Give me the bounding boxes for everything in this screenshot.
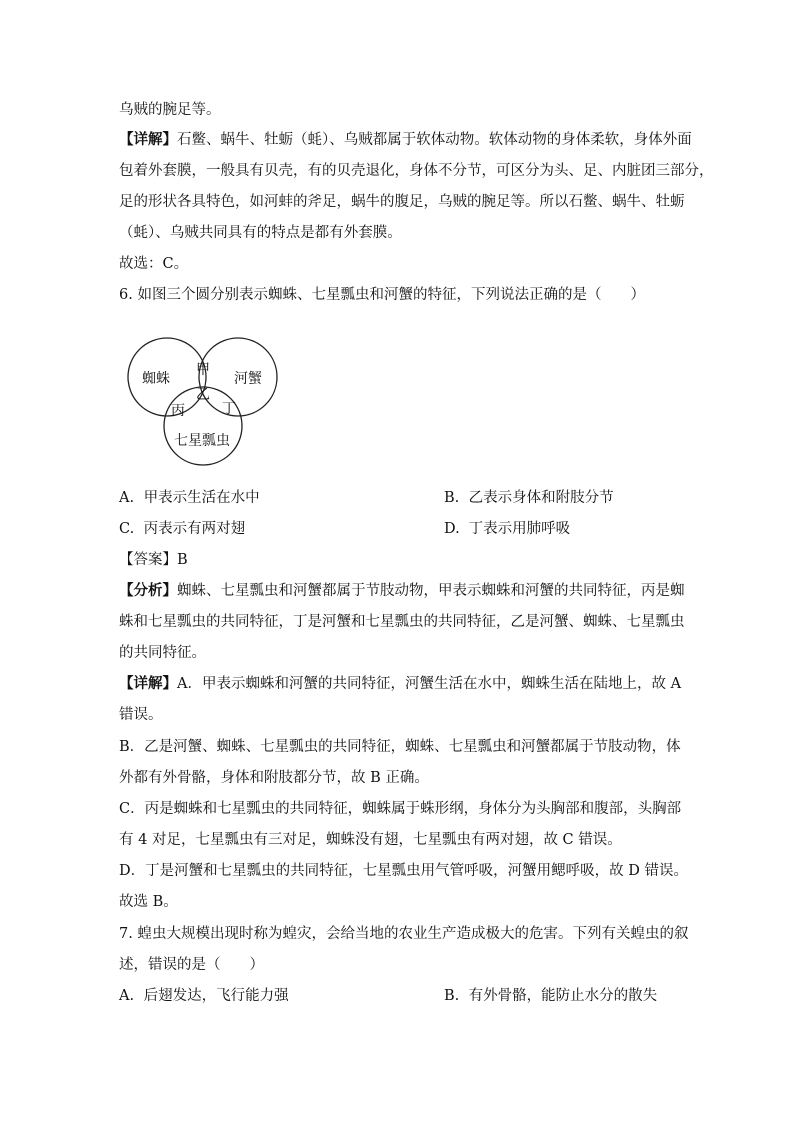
analysis-line bbox=[119, 581, 685, 601]
option-a bbox=[119, 488, 260, 508]
label-yi: 乙 bbox=[196, 387, 210, 403]
answer-line: 【答案】B bbox=[119, 552, 188, 568]
text-line: 蛛和七星瓢虫的共同特征，丁是河蟹和七星瓢虫的共同特征，乙是河蟹、蜘蛛、七星瓢虫 bbox=[119, 614, 685, 630]
text-line: 述，错误的是（ ） bbox=[119, 957, 264, 973]
detail-line bbox=[119, 674, 681, 694]
venn-diagram bbox=[118, 330, 288, 470]
text-line: B．乙是河蟹、蜘蛛、七星瓢虫的共同特征，蜘蛛、七星瓢虫和河蟹都属于节肢动物，体 bbox=[119, 739, 681, 755]
option-label: A. bbox=[119, 988, 135, 1004]
question-7-stem: 7. 蝗虫大规模出现时称为蝗灾，会给当地的农业生产造成极大的危害。下列有关蝗虫的叙 bbox=[119, 926, 689, 942]
text-line: C．丙是蜘蛛和七星瓢虫的共同特征，蜘蛛属于蛛形纲，身体分为头胸部和腹部，头胸部 bbox=[119, 801, 682, 817]
label-crab: 河蟹 bbox=[234, 371, 262, 387]
text-span: A．甲表示蜘蛛和河蟹的共同特征，河蟹生活在水中，蜘蛛生活在陆地上，故 A bbox=[177, 676, 682, 692]
option-c bbox=[119, 519, 245, 539]
text-line: 足的形状各具特色，如河蚌的斧足，蜗牛的腹足，乌贼的腕足等。所以石鳖、蜗牛、牡蛎 bbox=[119, 194, 685, 210]
option-label: B. bbox=[444, 988, 460, 1004]
label-bing: 丙 bbox=[171, 403, 185, 419]
question-6-stem: 6. 如图三个圆分别表示蜘蛛、七星瓢虫和河蟹的特征，下列说法正确的是（ ） bbox=[119, 287, 645, 303]
label-ding: 丁 bbox=[222, 401, 236, 417]
section-tag: 【详解】 bbox=[119, 131, 177, 148]
section-tag: 【详解】 bbox=[119, 675, 177, 692]
label-jia: 甲 bbox=[196, 362, 210, 378]
text-line: 外都有外骨骼，身体和附肢都分节，故 B 正确。 bbox=[119, 770, 429, 786]
text-span: 蜘蛛、七星瓢虫和河蟹都属于节肢动物，甲表示蜘蛛和河蟹的共同特征，丙是蜘 bbox=[177, 583, 685, 599]
option-label: C. bbox=[119, 521, 135, 537]
option-b bbox=[444, 488, 614, 508]
option-label: B. bbox=[444, 490, 460, 506]
option-text: 有外骨骼，能防止水分的散失 bbox=[468, 988, 658, 1004]
option-d bbox=[444, 519, 570, 539]
text-line: （蚝）、乌贼共同具有的特点是都有外套膜。 bbox=[119, 225, 402, 241]
text-line: D．丁是河蟹和七星瓢虫的共同特征，七星瓢虫用气管呼吸，河蟹用鳃呼吸，故 D 错误。 bbox=[119, 863, 688, 879]
text-line: 有 4 对足，七星瓢虫有三对足，蜘蛛没有翅，七星瓢虫有两对翅，故 C 错误。 bbox=[119, 832, 622, 848]
option-label: A. bbox=[119, 490, 135, 506]
option-b bbox=[444, 986, 657, 1006]
option-text: 甲表示生活在水中 bbox=[143, 490, 260, 506]
option-a bbox=[119, 986, 289, 1006]
text-line: 错误。 bbox=[119, 707, 163, 723]
option-text: 后翅发达，飞行能力强 bbox=[143, 988, 289, 1004]
text-line: 故选 B。 bbox=[119, 894, 178, 910]
text-line: 包着外套膜，一般具有贝壳，有的贝壳退化，身体不分节，可区分为头、足、内脏团三部分， bbox=[119, 163, 714, 179]
label-spider: 蜘蛛 bbox=[142, 371, 170, 387]
text-line: 故选：C。 bbox=[119, 256, 189, 272]
section-tag: 【分析】 bbox=[119, 582, 177, 599]
label-ladybug: 七星瓢虫 bbox=[174, 433, 230, 449]
text-span: 石鳖、蜗牛、牡蛎（蚝）、乌贼都属于软体动物。软体动物的身体柔软，身体外面 bbox=[177, 132, 692, 148]
option-text: 乙表示身体和附肢分节 bbox=[468, 490, 614, 506]
text-line bbox=[119, 130, 692, 150]
text-line: 的共同特征。 bbox=[119, 645, 206, 661]
text-line: 乌贼的腕足等。 bbox=[119, 102, 221, 118]
option-label: D. bbox=[444, 521, 460, 537]
option-text: 丙表示有两对翅 bbox=[143, 521, 246, 537]
option-text: 丁表示用肺呼吸 bbox=[468, 521, 571, 537]
